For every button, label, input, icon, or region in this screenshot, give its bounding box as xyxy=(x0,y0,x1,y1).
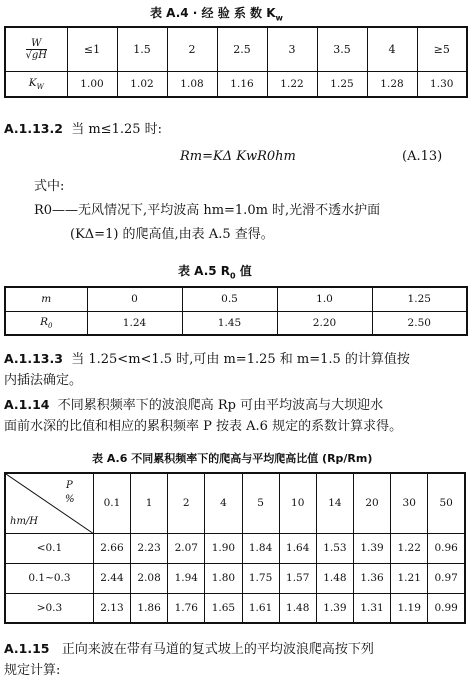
table-a6-cell: 1.65 xyxy=(205,593,242,623)
table-a5-cell: 0 xyxy=(87,287,182,311)
definition-line-1: R0——无风情况下,平均波高 hm=1.0m 时,光滑不透水护面 xyxy=(34,203,381,218)
equation-number: (A.13) xyxy=(402,149,443,164)
table-a6-cell: 1.39 xyxy=(316,593,353,623)
table-a6-cell: 1.48 xyxy=(279,593,316,623)
table-a6-row-label: 0.1~0.3 xyxy=(5,563,93,593)
table-a6-cell: 1.53 xyxy=(316,533,353,563)
section-line-1: 不同累积频率下的波浪爬高 Rp 可由平均波高与大坝迎水 xyxy=(57,398,384,413)
table-a5-cell: 1.24 xyxy=(87,311,182,335)
table-row xyxy=(5,593,465,623)
table-a4-caption: 表 A.4 · 经 验 系 数 $K_w$ xyxy=(150,6,283,23)
formula-a13: Rm=KΔ KwR0hm xyxy=(180,149,296,164)
table-a6-cell: 1.57 xyxy=(279,563,316,593)
table-a4-header: 2 xyxy=(167,27,217,71)
table-a5-cell: 2.20 xyxy=(277,311,372,335)
table-a5-row-label: $R_0$ xyxy=(5,311,87,335)
table-a5 xyxy=(4,286,468,336)
table-a6-cell: 2.23 xyxy=(131,533,168,563)
table-row xyxy=(5,563,465,593)
table-a6-cell: 1.61 xyxy=(242,593,279,623)
table-a5-row-label: m xyxy=(5,287,87,311)
table-a4-cell: 1.00 xyxy=(67,71,117,97)
table-a5-cell: 2.50 xyxy=(372,311,467,335)
table-a6-cell: 2.44 xyxy=(93,563,130,593)
diag-label-percent: % xyxy=(65,494,75,505)
table-a6-cell: 1.94 xyxy=(168,563,205,593)
table-a4-cell: 1.02 xyxy=(117,71,167,97)
table-a6-header: 5 xyxy=(242,473,279,533)
table-a6-header: 30 xyxy=(391,473,428,533)
table-a5-cell: 1.0 xyxy=(277,287,372,311)
table-a4-header: 4 xyxy=(367,27,417,71)
table-a4-cell: 1.22 xyxy=(267,71,317,97)
table-a6-header: 0.1 xyxy=(93,473,130,533)
table-a6-cell: 1.31 xyxy=(353,593,390,623)
section-line-1: 正向来波在带有马道的复式坡上的平均波浪爬高按下列 xyxy=(61,642,374,657)
table-a6-cell: 0.99 xyxy=(428,593,465,623)
table-a6-caption: 表 A.6 不同累积频率下的爬高与平均爬高比值 (Rp/Rm) xyxy=(92,452,373,465)
table-a5-cell: 0.5 xyxy=(182,287,277,311)
table-a6-cell: 2.08 xyxy=(131,563,168,593)
table-a4-header: 3.5 xyxy=(317,27,367,71)
diag-label-p: P xyxy=(66,480,73,491)
table-a6-header: 20 xyxy=(353,473,390,533)
table-a4-row-label: $K_W$ xyxy=(5,71,67,97)
section-number: A.1.14 xyxy=(4,397,50,412)
section-a1-13-2 xyxy=(4,120,162,138)
section-number: A.1.13.3 xyxy=(4,351,63,366)
table-a6-cell: 1.36 xyxy=(353,563,390,593)
definition-line-2: (KΔ=1) 的爬高值,由表 A.5 查得。 xyxy=(70,227,274,242)
table-a6-header: 1 xyxy=(131,473,168,533)
section-a1-15-line-2: 规定计算: xyxy=(4,663,61,678)
section-a1-14-line-2: 面前水深的比值和相应的累积频率 P 按表 A.6 规定的系数计算求得。 xyxy=(4,419,403,434)
where-label: 式中: xyxy=(34,179,65,194)
table-a6-cell: 2.07 xyxy=(168,533,205,563)
table-a6 xyxy=(4,472,466,624)
table-a4-cell: 1.08 xyxy=(167,71,217,97)
table-a6-header: 50 xyxy=(428,473,465,533)
table-a6-cell: 1.19 xyxy=(391,593,428,623)
table-a6-cell: 1.39 xyxy=(353,533,390,563)
table-a4-cell: 1.28 xyxy=(367,71,417,97)
table-a6-cell: 1.75 xyxy=(242,563,279,593)
table-a6-cell: 1.76 xyxy=(168,593,205,623)
table-a6-cell: 1.64 xyxy=(279,533,316,563)
table-a4-cell: 1.30 xyxy=(417,71,467,97)
table-a6-header: 2 xyxy=(168,473,205,533)
table-a6-header: 4 xyxy=(205,473,242,533)
diag-label-hm-h: hm/H xyxy=(10,516,39,527)
section-a1-14 xyxy=(4,396,383,414)
table-a6-cell: 1.48 xyxy=(316,563,353,593)
table-a4-head-label: $\frac{W}{√gH}$ xyxy=(5,27,67,71)
section-number: A.1.13.2 xyxy=(4,121,63,136)
table-a6-cell: 1.84 xyxy=(242,533,279,563)
table-a5-caption: 表 A.5 $R_0$ 值 xyxy=(178,264,252,281)
section-a1-15 xyxy=(4,640,374,658)
table-a4-header: 1.5 xyxy=(117,27,167,71)
section-a1-13-3-line-2: 内插法确定。 xyxy=(4,373,83,388)
table-a6-cell: 1.22 xyxy=(391,533,428,563)
table-a6-diagonal-header xyxy=(5,473,93,533)
table-a6-row-label: >0.3 xyxy=(5,593,93,623)
section-a1-13-3 xyxy=(4,350,410,368)
table-a4-cell: 1.16 xyxy=(217,71,267,97)
table-row xyxy=(5,533,465,563)
table-a6-header: 14 xyxy=(316,473,353,533)
table-a4-header: 2.5 xyxy=(217,27,267,71)
section-line-1: 当 1.25<m<1.5 时,可由 m=1.25 和 m=1.5 的计算值按 xyxy=(71,352,410,367)
table-a4-header: ≥5 xyxy=(417,27,467,71)
section-number: A.1.15 xyxy=(4,641,50,656)
table-a6-row-label: <0.1 xyxy=(5,533,93,563)
table-a6-cell: 0.97 xyxy=(428,563,465,593)
table-a4-header: ≤1 xyxy=(67,27,117,71)
table-a6-header: 10 xyxy=(279,473,316,533)
table-a4 xyxy=(4,26,468,98)
table-a4-header: 3 xyxy=(267,27,317,71)
section-text: 当 m≤1.25 时: xyxy=(71,122,163,137)
table-a4-cell: 1.25 xyxy=(317,71,367,97)
table-a6-cell: 1.21 xyxy=(391,563,428,593)
table-a6-cell: 2.13 xyxy=(93,593,130,623)
table-a6-cell: 1.86 xyxy=(131,593,168,623)
table-a5-cell: 1.25 xyxy=(372,287,467,311)
table-a6-cell: 0.96 xyxy=(428,533,465,563)
table-a6-cell: 1.90 xyxy=(205,533,242,563)
table-a6-cell: 1.80 xyxy=(205,563,242,593)
table-a6-cell: 2.66 xyxy=(93,533,130,563)
table-a5-cell: 1.45 xyxy=(182,311,277,335)
